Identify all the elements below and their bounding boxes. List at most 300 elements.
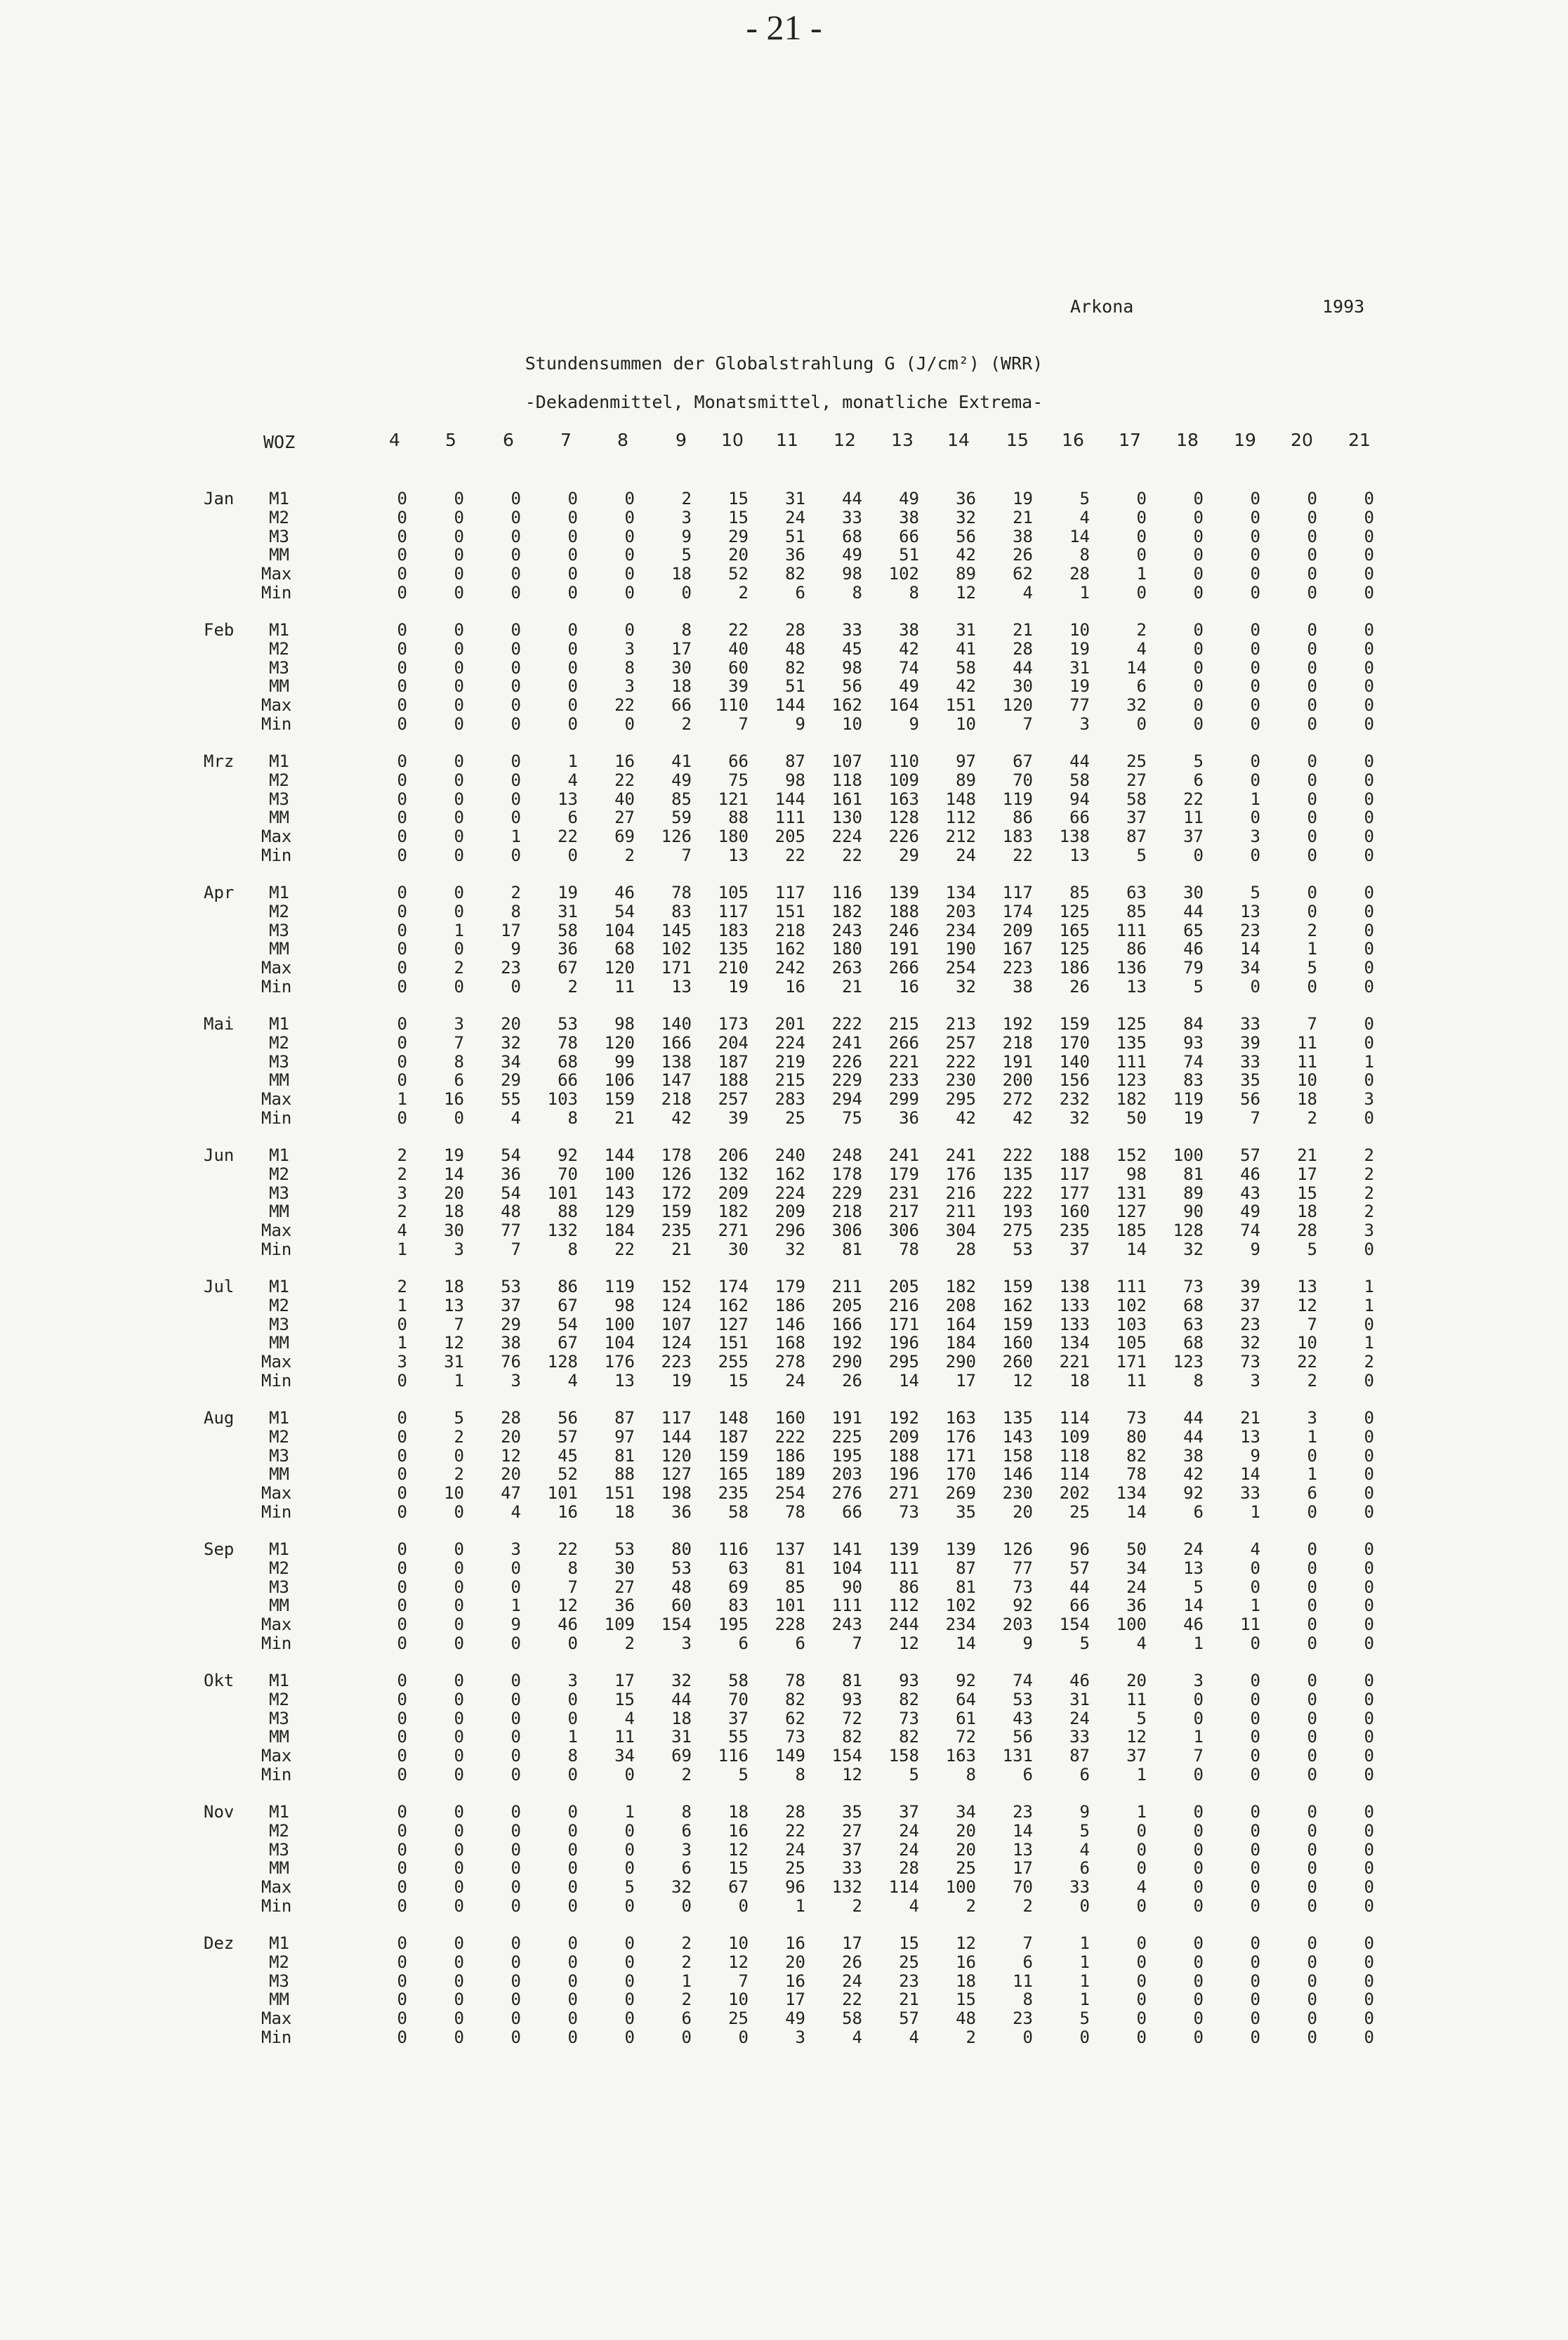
table-cell: 0 — [1193, 489, 1204, 508]
table-cell: 13 — [1240, 901, 1260, 921]
table-cell: 208 — [945, 1295, 976, 1315]
table-cell: 17 — [501, 920, 521, 940]
table-cell: 0 — [1307, 1558, 1317, 1578]
table-cell: 36 — [671, 1502, 692, 1522]
table-cell: 78 — [785, 1502, 805, 1522]
table-cell: 8 — [1079, 545, 1090, 565]
table-cell: 233 — [888, 1070, 919, 1091]
table-cell: 8 — [454, 1051, 464, 1072]
table-cell: 3 — [1364, 1089, 1374, 1110]
table-cell: 8 — [1193, 1371, 1204, 1391]
table-cell: 42 — [899, 638, 919, 659]
table-cell: 0 — [397, 958, 407, 978]
table-cell: 35 — [956, 1502, 976, 1522]
row-label-m1: M1 — [269, 1014, 289, 1034]
table-cell: 12 — [956, 1933, 976, 1953]
row-label-min: Min — [261, 1371, 292, 1391]
table-cell: 67 — [558, 958, 578, 978]
table-cell: 132 — [831, 1877, 862, 1898]
month-label-jun: Jun — [204, 1145, 235, 1165]
table-cell: 31 — [444, 1352, 464, 1372]
table-cell: 68 — [1183, 1295, 1204, 1315]
table-cell: 0 — [397, 1596, 407, 1616]
table-cell: 33 — [1069, 1877, 1090, 1898]
table-cell: 162 — [1002, 1295, 1033, 1315]
table-cell: 2 — [454, 1464, 464, 1485]
table-cell: 8 — [624, 657, 635, 678]
table-cell: 131 — [1116, 1183, 1147, 1203]
table-cell: 37 — [501, 1295, 521, 1315]
row-label-m3: M3 — [269, 657, 289, 678]
table-cell: 0 — [1364, 1615, 1374, 1635]
table-cell: 0 — [397, 1558, 407, 1578]
table-cell: 0 — [1307, 751, 1317, 771]
table-cell: 0 — [510, 1839, 521, 1860]
table-cell: 89 — [1183, 1183, 1204, 1203]
table-cell: 5 — [1136, 1708, 1147, 1728]
month-label-aug: Aug — [204, 1408, 235, 1428]
table-cell: 231 — [888, 1183, 919, 1203]
table-cell: 0 — [1364, 1539, 1374, 1559]
table-cell: 0 — [1307, 1445, 1317, 1466]
table-cell: 0 — [1364, 2027, 1374, 2047]
table-cell: 7 — [510, 1240, 521, 1259]
table-cell: 7 — [1250, 1108, 1260, 1128]
table-cell: 3 — [1079, 714, 1090, 734]
table-cell: 0 — [510, 1933, 521, 1953]
table-cell: 0 — [510, 695, 521, 716]
table-cell: 0 — [510, 526, 521, 546]
table-cell: 8 — [567, 1746, 578, 1766]
table-cell: 0 — [397, 676, 407, 697]
table-cell: 60 — [728, 657, 749, 678]
table-cell: 158 — [888, 1746, 919, 1766]
row-label-m1: M1 — [269, 751, 289, 771]
hour-header-4: 4 — [389, 430, 400, 450]
row-label-m1: M1 — [269, 1802, 289, 1822]
table-cell: 116 — [831, 883, 862, 902]
table-cell: 145 — [661, 920, 692, 940]
table-cell: 114 — [1059, 1464, 1090, 1485]
table-cell: 0 — [567, 1933, 578, 1953]
table-cell: 0 — [397, 920, 407, 940]
table-cell: 51 — [785, 676, 805, 697]
table-cell: 0 — [1364, 1634, 1374, 1653]
table-cell: 0 — [1307, 1858, 1317, 1879]
table-cell: 25 — [728, 2009, 749, 2029]
table-cell: 1 — [567, 1727, 578, 1747]
table-cell: 82 — [785, 657, 805, 678]
table-cell: 14 — [1240, 1464, 1260, 1485]
table-cell: 43 — [1013, 1708, 1033, 1728]
table-cell: 0 — [1250, 977, 1260, 997]
table-cell: 0 — [1307, 1971, 1317, 1991]
table-cell: 0 — [1250, 2027, 1260, 2047]
table-cell: 1 — [795, 1896, 805, 1916]
table-cell: 188 — [888, 1445, 919, 1466]
table-cell: 0 — [1136, 1990, 1147, 2010]
table-cell: 8 — [852, 583, 862, 603]
table-cell: 11 — [1126, 1371, 1147, 1391]
table-cell: 73 — [785, 1727, 805, 1747]
table-cell: 25 — [1069, 1502, 1090, 1522]
table-cell: 102 — [888, 564, 919, 584]
table-cell: 0 — [738, 1896, 749, 1916]
table-cell: 0 — [1193, 2009, 1204, 2029]
table-cell: 138 — [1059, 827, 1090, 847]
table-cell: 31 — [558, 901, 578, 921]
table-cell: 0 — [454, 676, 464, 697]
table-cell: 0 — [1307, 2027, 1317, 2047]
table-cell: 0 — [624, 1765, 635, 1784]
table-cell: 51 — [899, 545, 919, 565]
table-cell: 28 — [1069, 564, 1090, 584]
table-title: Stundensummen der Globalstrahlung G (J/cm²) (WRR) — [525, 353, 1043, 374]
hour-header-17: 17 — [1119, 430, 1141, 450]
table-cell: 78 — [671, 883, 692, 902]
table-cell: 0 — [397, 2027, 407, 2047]
table-cell: 3 — [1250, 1371, 1260, 1391]
table-cell: 0 — [1250, 695, 1260, 716]
table-cell: 34 — [1126, 1558, 1147, 1578]
table-cell: 0 — [510, 1558, 521, 1578]
table-cell: 85 — [1126, 901, 1147, 921]
table-cell: 13 — [1240, 1426, 1260, 1447]
table-cell: 70 — [728, 1689, 749, 1709]
table-cell: 22 — [558, 827, 578, 847]
table-cell: 127 — [1116, 1202, 1147, 1222]
table-cell: 92 — [558, 1145, 578, 1165]
table-cell: 0 — [510, 1765, 521, 1784]
table-cell: 78 — [558, 1032, 578, 1053]
table-cell: 23 — [1013, 1802, 1033, 1822]
table-cell: 184 — [604, 1221, 635, 1241]
table-cell: 106 — [604, 1070, 635, 1091]
table-cell: 0 — [397, 1877, 407, 1898]
table-cell: 8 — [681, 1802, 692, 1822]
table-cell: 3 — [681, 507, 692, 527]
table-cell: 12 — [1013, 1371, 1033, 1391]
table-cell: 144 — [775, 789, 805, 809]
table-cell: 14 — [1069, 526, 1090, 546]
table-cell: 77 — [1013, 1558, 1033, 1578]
table-cell: 127 — [661, 1464, 692, 1485]
table-cell: 278 — [775, 1352, 805, 1372]
table-cell: 257 — [718, 1089, 749, 1110]
table-cell: 11 — [1297, 1032, 1317, 1053]
table-cell: 263 — [831, 958, 862, 978]
table-cell: 0 — [397, 1502, 407, 1522]
table-cell: 123 — [1173, 1352, 1204, 1372]
table-cell: 26 — [842, 1371, 862, 1391]
table-cell: 112 — [888, 1596, 919, 1616]
table-cell: 37 — [1126, 1746, 1147, 1766]
table-cell: 100 — [945, 1877, 976, 1898]
table-cell: 222 — [775, 1426, 805, 1447]
table-cell: 242 — [775, 958, 805, 978]
table-cell: 66 — [899, 526, 919, 546]
table-cell: 16 — [728, 1820, 749, 1841]
table-cell: 4 — [909, 1896, 919, 1916]
table-cell: 22 — [1013, 846, 1033, 865]
table-cell: 49 — [1240, 1202, 1260, 1222]
table-cell: 188 — [718, 1070, 749, 1091]
table-cell: 111 — [888, 1558, 919, 1578]
table-cell: 22 — [728, 620, 749, 640]
table-cell: 0 — [454, 1539, 464, 1559]
table-cell: 53 — [1013, 1689, 1033, 1709]
table-cell: 0 — [1364, 1990, 1374, 2010]
table-cell: 0 — [1250, 620, 1260, 640]
table-cell: 205 — [831, 1295, 862, 1315]
table-cell: 151 — [718, 1333, 749, 1353]
table-cell: 70 — [558, 1164, 578, 1184]
table-cell: 228 — [775, 1615, 805, 1635]
row-label-min: Min — [261, 977, 292, 997]
table-cell: 18 — [671, 676, 692, 697]
row-label-max: Max — [261, 1877, 292, 1898]
table-cell: 198 — [661, 1483, 692, 1504]
table-cell: 171 — [1116, 1352, 1147, 1372]
row-label-min: Min — [261, 1108, 292, 1128]
table-cell: 0 — [1250, 564, 1260, 584]
table-cell: 0 — [1307, 564, 1317, 584]
table-cell: 8 — [966, 1765, 976, 1784]
table-cell: 152 — [1116, 1145, 1147, 1165]
table-cell: 269 — [945, 1483, 976, 1504]
table-cell: 117 — [1059, 1164, 1090, 1184]
table-cell: 1 — [681, 1971, 692, 1991]
table-cell: 266 — [888, 1032, 919, 1053]
table-cell: 0 — [1364, 1577, 1374, 1597]
table-cell: 67 — [558, 1333, 578, 1353]
table-cell: 163 — [888, 789, 919, 809]
table-cell: 21 — [842, 977, 862, 997]
table-cell: 0 — [397, 1952, 407, 1972]
table-cell: 63 — [1126, 883, 1147, 902]
table-cell: 0 — [1136, 1952, 1147, 1972]
table-cell: 178 — [661, 1145, 692, 1165]
table-cell: 0 — [397, 695, 407, 716]
table-cell: 219 — [775, 1051, 805, 1072]
table-cell: 53 — [614, 1539, 635, 1559]
table-cell: 10 — [1297, 1333, 1317, 1353]
table-cell: 18 — [671, 1708, 692, 1728]
table-cell: 0 — [567, 489, 578, 508]
table-cell: 6 — [1193, 1502, 1204, 1522]
table-cell: 290 — [945, 1352, 976, 1372]
table-cell: 89 — [956, 564, 976, 584]
table-cell: 11 — [1240, 1615, 1260, 1635]
table-cell: 0 — [510, 1952, 521, 1972]
table-cell: 0 — [397, 714, 407, 734]
table-cell: 46 — [614, 883, 635, 902]
table-cell: 2 — [1364, 1164, 1374, 1184]
table-cell: 44 — [1183, 1408, 1204, 1428]
table-cell: 21 — [899, 1990, 919, 2010]
table-cell: 0 — [1364, 958, 1374, 978]
table-cell: 79 — [1183, 958, 1204, 978]
row-label-mm: MM — [269, 1596, 289, 1616]
table-cell: 32 — [501, 1032, 521, 1053]
table-cell: 166 — [661, 1032, 692, 1053]
table-cell: 3 — [624, 676, 635, 697]
table-cell: 24 — [1069, 1708, 1090, 1728]
table-cell: 0 — [397, 901, 407, 921]
table-cell: 0 — [1250, 1634, 1260, 1653]
table-cell: 0 — [624, 620, 635, 640]
table-cell: 182 — [831, 901, 862, 921]
table-cell: 0 — [1364, 1032, 1374, 1053]
table-cell: 222 — [831, 1014, 862, 1034]
table-cell: 0 — [397, 526, 407, 546]
table-cell: 66 — [1069, 808, 1090, 828]
table-cell: 209 — [718, 1183, 749, 1203]
table-cell: 19 — [558, 883, 578, 902]
table-cell: 0 — [1364, 1371, 1374, 1391]
table-cell: 126 — [1002, 1539, 1033, 1559]
table-cell: 0 — [1307, 638, 1317, 659]
table-cell: 0 — [1307, 1577, 1317, 1597]
table-cell: 36 — [956, 489, 976, 508]
table-cell: 5 — [1079, 2009, 1090, 2029]
table-cell: 235 — [1059, 1221, 1090, 1241]
row-label-m1: M1 — [269, 1671, 289, 1690]
table-cell: 2 — [397, 1164, 407, 1184]
table-cell: 223 — [1002, 958, 1033, 978]
table-cell: 6 — [681, 1820, 692, 1841]
table-cell: 21 — [1013, 620, 1033, 640]
table-cell: 53 — [1013, 1240, 1033, 1259]
table-cell: 205 — [888, 1277, 919, 1296]
table-cell: 16 — [956, 1952, 976, 1972]
table-cell: 0 — [738, 2027, 749, 2047]
table-cell: 144 — [661, 1426, 692, 1447]
table-cell: 0 — [397, 1708, 407, 1728]
table-cell: 0 — [1079, 2027, 1090, 2047]
table-cell: 0 — [1250, 714, 1260, 734]
table-cell: 0 — [1250, 545, 1260, 565]
table-cell: 0 — [1193, 507, 1204, 527]
table-cell: 18 — [1297, 1089, 1317, 1110]
table-cell: 0 — [397, 846, 407, 865]
row-label-m2: M2 — [269, 1558, 289, 1578]
table-cell: 0 — [454, 507, 464, 527]
table-cell: 146 — [775, 1314, 805, 1334]
table-cell: 58 — [956, 657, 976, 678]
table-cell: 0 — [397, 620, 407, 640]
table-cell: 0 — [397, 1445, 407, 1466]
table-cell: 32 — [1126, 695, 1147, 716]
table-cell: 18 — [1069, 1371, 1090, 1391]
table-cell: 191 — [831, 1408, 862, 1428]
hour-header-9: 9 — [676, 430, 687, 450]
table-cell: 82 — [899, 1689, 919, 1709]
table-cell: 1 — [1079, 1971, 1090, 1991]
table-cell: 0 — [454, 620, 464, 640]
table-cell: 235 — [661, 1221, 692, 1241]
table-cell: 0 — [1136, 545, 1147, 565]
table-subtitle: -Dekadenmittel, Monatsmittel, monatliche Extrema- — [525, 392, 1043, 412]
table-cell: 0 — [397, 1689, 407, 1709]
table-cell: 104 — [604, 920, 635, 940]
table-cell: 13 — [671, 977, 692, 997]
table-cell: 0 — [1307, 1689, 1317, 1709]
table-cell: 22 — [842, 1990, 862, 2010]
table-cell: 0 — [510, 657, 521, 678]
table-cell: 0 — [624, 1990, 635, 2010]
table-cell: 203 — [945, 901, 976, 921]
table-cell: 222 — [1002, 1183, 1033, 1203]
table-cell: 125 — [1059, 939, 1090, 959]
table-cell: 20 — [501, 1464, 521, 1485]
table-cell: 167 — [1002, 939, 1033, 959]
table-cell: 0 — [1250, 1933, 1260, 1953]
table-cell: 66 — [558, 1070, 578, 1091]
table-cell: 0 — [1364, 1727, 1374, 1747]
table-cell: 36 — [558, 939, 578, 959]
table-cell: 0 — [454, 1765, 464, 1784]
table-cell: 87 — [614, 1408, 635, 1428]
table-cell: 176 — [604, 1352, 635, 1372]
table-cell: 186 — [775, 1445, 805, 1466]
table-cell: 5 — [454, 1408, 464, 1428]
table-cell: 37 — [1126, 808, 1147, 828]
table-cell: 184 — [945, 1333, 976, 1353]
table-cell: 0 — [454, 901, 464, 921]
table-cell: 187 — [718, 1051, 749, 1072]
table-cell: 0 — [397, 1408, 407, 1428]
table-cell: 0 — [1136, 526, 1147, 546]
table-cell: 134 — [1116, 1483, 1147, 1504]
table-cell: 111 — [831, 1596, 862, 1616]
table-cell: 0 — [454, 977, 464, 997]
table-cell: 14 — [1126, 657, 1147, 678]
table-cell: 0 — [1307, 676, 1317, 697]
table-cell: 0 — [1193, 1708, 1204, 1728]
table-cell: 2 — [681, 1990, 692, 2010]
table-cell: 218 — [831, 1202, 862, 1222]
table-cell: 5 — [1079, 1820, 1090, 1841]
table-cell: 68 — [1183, 1333, 1204, 1353]
table-cell: 30 — [1013, 676, 1033, 697]
table-cell: 0 — [397, 583, 407, 603]
table-cell: 0 — [1307, 901, 1317, 921]
table-cell: 19 — [1069, 638, 1090, 659]
table-cell: 215 — [775, 1070, 805, 1091]
table-cell: 0 — [397, 1896, 407, 1916]
table-cell: 82 — [899, 1727, 919, 1747]
table-cell: 5 — [1193, 977, 1204, 997]
table-cell: 5 — [1307, 1240, 1317, 1259]
table-cell: 0 — [624, 1896, 635, 1916]
row-label-max: Max — [261, 1352, 292, 1372]
table-cell: 66 — [1069, 1596, 1090, 1616]
table-cell: 21 — [671, 1240, 692, 1259]
table-cell: 0 — [510, 1802, 521, 1822]
row-label-m3: M3 — [269, 1445, 289, 1466]
table-cell: 69 — [728, 1577, 749, 1597]
table-cell: 1 — [1136, 1802, 1147, 1822]
table-cell: 10 — [728, 1990, 749, 2010]
table-cell: 22 — [842, 846, 862, 865]
table-cell: 230 — [945, 1070, 976, 1091]
table-cell: 0 — [1364, 489, 1374, 508]
table-cell: 48 — [671, 1577, 692, 1597]
table-cell: 0 — [454, 1990, 464, 2010]
table-cell: 0 — [510, 1877, 521, 1898]
table-cell: 203 — [1002, 1615, 1033, 1635]
